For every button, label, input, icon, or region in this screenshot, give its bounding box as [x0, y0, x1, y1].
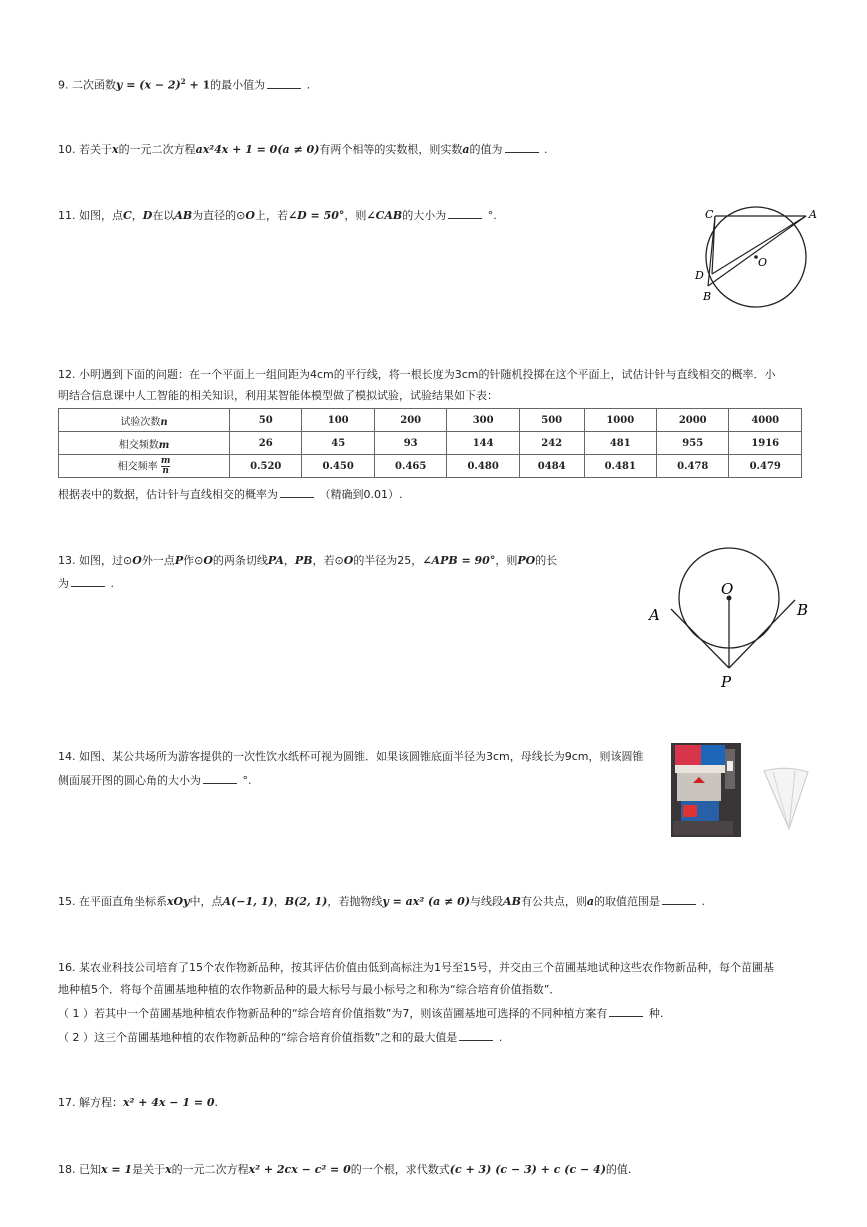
q13-pb: PB: [294, 554, 313, 567]
table-cell: 100: [302, 409, 374, 432]
q15-point-a: A(−1, 1): [222, 895, 274, 908]
table-cell: 0.520: [230, 455, 302, 478]
question-14-line1: 14. 如图、某公共场所为游客提供的一次性饮水纸杯可视为圆锥．如果该圆锥底面半径为3cm，母线长为9cm，则该圆锥: [58, 750, 644, 763]
q18-equation: x² + 2cx − c² = 0: [248, 1163, 351, 1176]
table-cell: 1916: [729, 432, 802, 455]
table-cell: 45: [302, 432, 374, 455]
label-d: D: [695, 269, 704, 282]
q13-mid4: ，若⊙: [312, 554, 344, 567]
q9-expr-tail: + 1: [185, 78, 211, 92]
table-cell: 144: [447, 432, 519, 455]
water-dispenser-photo: [671, 743, 741, 837]
question-14-line2: [58, 773, 252, 788]
q13-mid6: ，则: [495, 554, 518, 567]
q11-end: °.: [487, 209, 497, 222]
q13-pa: PA: [267, 554, 284, 567]
q10-var-a: a: [462, 143, 470, 156]
question-12-line1: 12. 小明遇到下面的问题：在一个平面上一组间距为4cm的平行线，将一根长度为3cm的针随机投掷在这个平面上，试估计针与直线相交的概率．小: [58, 368, 776, 381]
q16-part2-text: （ 2 ）这三个苗圃基地种植的农作物新品种的“综合培育价值指数”之和的最大值是: [58, 1031, 458, 1044]
q18-expr: (c + 3) (c − 3) + c (c − 4): [449, 1163, 606, 1176]
answer-blank[interactable]: [662, 894, 696, 905]
q15-text: 15. 在平面直角坐标系: [58, 895, 167, 908]
q11-mid2: 为直径的⊙: [192, 209, 246, 222]
table-cell: 0.465: [374, 455, 446, 478]
q18-mid2: 的一元二次方程: [171, 1163, 249, 1176]
q18-mid3: 的一个根，求代数式: [350, 1163, 450, 1176]
table-cell: 500: [519, 409, 584, 432]
question-16-line1: 16. 某农业科技公司培育了15个农作物新品种，按其评估价值由低到高标注为1号至15号，并交由三个苗圃基地试种这些农作物新品种，每个苗圃基: [58, 961, 774, 974]
answer-blank[interactable]: [448, 208, 482, 219]
q13-mid: 外一点: [141, 554, 175, 567]
q15-mid3: 与线段: [470, 895, 504, 908]
label-b: B: [703, 290, 712, 303]
q10-text: 10. 若关于: [58, 143, 112, 156]
q12-ask-post: （精确到0.01）.: [319, 488, 403, 501]
q17-expr: x² + 4x − 1 = 0: [123, 1096, 215, 1109]
q13-mid2: 作⊙: [183, 554, 204, 567]
question-17: [58, 1096, 218, 1110]
table-row: [59, 432, 802, 455]
q13-p: P: [174, 554, 184, 567]
q14-end: °.: [242, 774, 252, 787]
q18-var: x: [165, 1163, 172, 1176]
label-c: C: [705, 208, 714, 221]
question-9: [58, 75, 310, 93]
q10-end: .: [544, 143, 548, 156]
q15-mid2: ，若抛物线: [327, 895, 383, 908]
table-cell: 2000: [657, 409, 729, 432]
q13-o2: O: [203, 554, 213, 567]
q13-mid3: 的两条切线: [212, 554, 268, 567]
question-16-line2: 地种植5个．将每个苗圃基地种植的农作物新品种的最大标号与最小标号之和称为“综合培育价值指数”．: [58, 983, 561, 996]
q11-text: 11. 如图，点: [58, 209, 123, 222]
table-cell: 300: [447, 409, 519, 432]
answer-blank[interactable]: [71, 576, 105, 587]
table-cell: 0.478: [657, 455, 729, 478]
q13-end: .: [110, 577, 114, 590]
q15-post: 的取值范围是: [594, 895, 661, 908]
q16-part1-post: 种.: [648, 1007, 664, 1020]
q13-angle: ∠APB = 90°: [422, 554, 496, 567]
label-a: A: [649, 606, 660, 624]
table-cell: 0484: [519, 455, 584, 478]
row-label-hits: 相交频数m: [59, 432, 230, 455]
paper-cone-cup-icon: [761, 767, 811, 833]
table-cell: 0.479: [729, 455, 802, 478]
table-row: [59, 409, 802, 432]
question-13-line2: [58, 576, 114, 591]
q18-root: x = 1: [101, 1163, 133, 1176]
q10-text-post2: 的值为: [469, 143, 503, 156]
q15-expr: y = ax² (a ≠ 0): [382, 895, 471, 908]
q13-o: O: [132, 554, 142, 567]
q11-mid: 在以: [152, 209, 175, 222]
question-13: [58, 554, 557, 568]
q15-mid: 中，点: [189, 895, 223, 908]
question-18: [58, 1163, 631, 1177]
q15-xoy: xOy: [167, 895, 190, 908]
q15-ab: AB: [503, 895, 521, 908]
table-cell: 481: [584, 432, 656, 455]
row-label-trials: 试验次数n: [59, 409, 230, 432]
q13-post: 的长: [535, 554, 558, 567]
table-cell: 0.450: [302, 455, 374, 478]
table-cell: 0.481: [584, 455, 656, 478]
question-16-part2: [58, 1030, 502, 1045]
q17-text: 17. 解方程：: [58, 1096, 123, 1109]
label-a: A: [809, 208, 817, 221]
q16-part1-text: （ 1 ）若其中一个苗圃基地种植农作物新品种的“综合培育价值指数”为7，则该苗圃基地可选择的不同种植方案有: [58, 1007, 608, 1020]
table-cell: 242: [519, 432, 584, 455]
q15-point-b: B(2, 1): [284, 895, 328, 908]
q10-text-post: 有两个相等的实数根，则实数: [319, 143, 463, 156]
label-p: P: [721, 673, 732, 691]
q9-expr: y = (x − 2): [116, 78, 181, 92]
q9-text-post: 的最小值为: [210, 78, 266, 92]
q10-expr: ax²4x + 1 = 0(a ≠ 0): [195, 143, 320, 156]
q13-line2-text: 为: [58, 577, 69, 590]
q15-sep: ，: [273, 895, 285, 908]
table-cell: 955: [657, 432, 729, 455]
q9-exponent: 2: [180, 77, 186, 86]
q17-end: .: [214, 1096, 219, 1109]
q11-post: 的大小为: [402, 209, 447, 222]
results-table: [58, 408, 802, 478]
q11-circle-figure: [694, 204, 824, 314]
question-12-line2: 明结合信息课中人工智能的相关知识，利用某智能体模型做了模拟试验，试验结果如下表：: [58, 389, 498, 402]
answer-blank[interactable]: [267, 78, 301, 89]
q13-po: PO: [517, 554, 536, 567]
table-cell: 0.480: [447, 455, 519, 478]
q11-o: O: [245, 209, 255, 222]
question-15: [58, 894, 705, 909]
q13-o3: O: [343, 554, 354, 567]
label-o: O: [721, 580, 734, 598]
label-o: O: [758, 256, 768, 269]
table-cell: 200: [374, 409, 446, 432]
q18-text: 18. 已知: [58, 1163, 101, 1176]
q9-text: 9. 二次函数: [58, 78, 116, 92]
q13-tangent-figure: [643, 545, 823, 695]
table-cell: 50: [230, 409, 302, 432]
answer-blank[interactable]: [280, 487, 314, 498]
q13-text: 13. 如图，过⊙: [58, 554, 133, 567]
q13-sep: ，: [283, 554, 295, 567]
q12-ask-text: 根据表中的数据，估计针与直线相交的概率为: [58, 488, 278, 501]
label-b: B: [797, 601, 809, 619]
q18-post: 的值.: [605, 1163, 632, 1176]
q11-cab: ∠CAB: [366, 209, 403, 222]
table-cell: 4000: [729, 409, 802, 432]
q11-mid4: ，则: [344, 209, 367, 222]
q18-mid: 是关于: [132, 1163, 166, 1176]
q15-end: .: [701, 895, 706, 908]
q10-text-mid: 的一元二次方程: [118, 143, 196, 156]
answer-blank[interactable]: [459, 1030, 493, 1041]
table-cell: 26: [230, 432, 302, 455]
table-cell: 93: [374, 432, 446, 455]
q11-c: C: [123, 209, 132, 222]
question-11: [58, 208, 497, 223]
q11-angle: ∠D = 50°: [287, 209, 345, 222]
q14-text: 侧面展开图的圆心角的大小为: [58, 774, 201, 787]
q11-sep: ，: [131, 209, 143, 222]
answer-blank[interactable]: [609, 1006, 643, 1017]
q15-a: a: [586, 895, 595, 908]
table-row: [59, 455, 802, 478]
question-12-ask: [58, 487, 403, 502]
q11-ab: AB: [174, 209, 193, 222]
q11-mid3: 上，若: [254, 209, 288, 222]
q15-mid4: 有公共点，则: [520, 895, 587, 908]
q11-d: D: [142, 209, 153, 222]
question-10: [58, 142, 548, 157]
answer-blank[interactable]: [203, 773, 237, 784]
question-16-part1: [58, 1006, 663, 1021]
answer-blank[interactable]: [505, 142, 539, 153]
row-label-freq: 相交频率 $\frac{m}{n}$: [59, 455, 230, 478]
table-cell: 1000: [584, 409, 656, 432]
q10-var: x: [112, 143, 119, 156]
q13-mid5: 的半径为25，: [353, 554, 423, 567]
q9-end: .: [306, 78, 311, 92]
q16-part2-post: .: [498, 1031, 503, 1044]
